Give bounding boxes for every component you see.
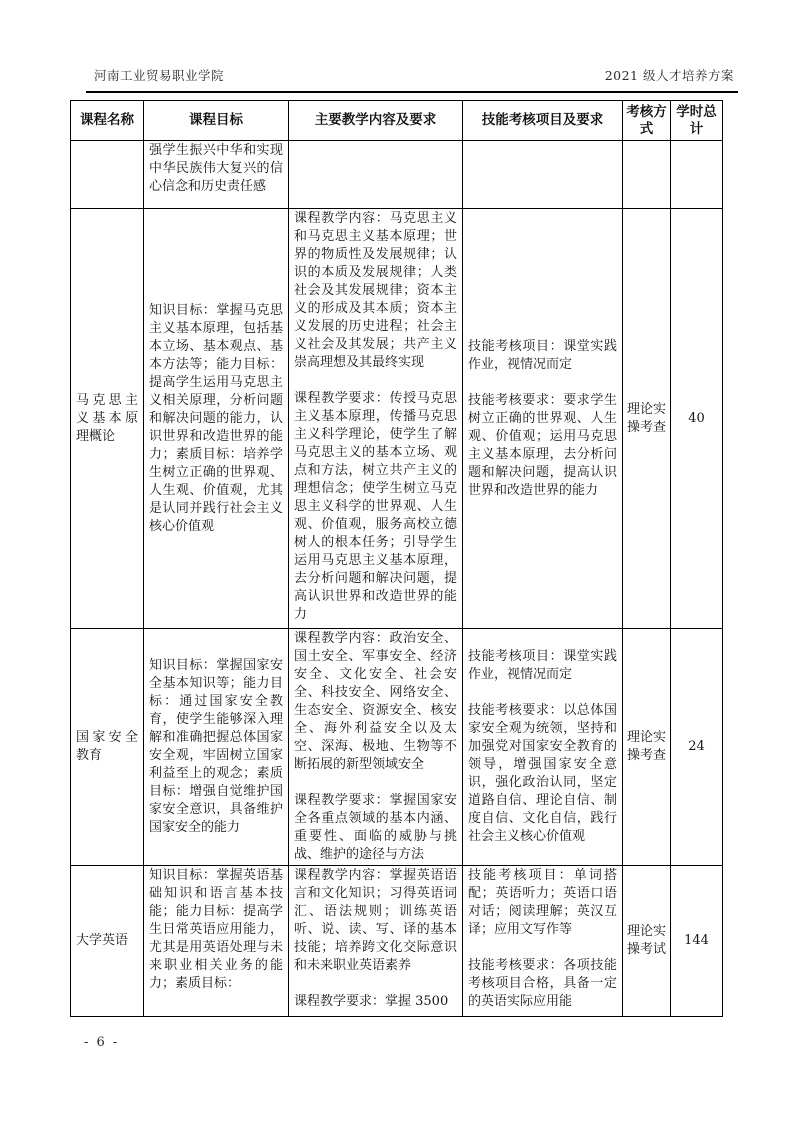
header-divider-line — [86, 91, 738, 93]
table-row-continuation — [71, 141, 723, 209]
cell-total-hours: 24 — [671, 629, 723, 866]
cell-course-name: 国家安全教育 — [71, 629, 144, 866]
skill-requirements-paragraph: 技能考核要求：要求学生树立正确的世界观、人生观、价值观；运用马克思主义基本原理，去分析问题和解决问题，提高认识世界和改造世界的能力 — [468, 392, 617, 498]
cell-course-name: 大学英语 — [71, 866, 144, 1017]
teaching-content-paragraph: 课程教学内容：掌握英语语言和文化知识；习得英语词汇、语法规则；训练英语听、说、读、写、译的基本技能；培养跨文化交际意识和未来职业英语素养 — [294, 868, 457, 973]
cell-teaching-content — [289, 866, 463, 1017]
cell-skill-assessment — [463, 209, 623, 629]
cell-skill-assessment — [463, 141, 623, 209]
cell-course-name — [71, 141, 144, 209]
table-row-national-security — [71, 629, 723, 866]
cell-course-objectives: 知识目标：掌握英语基础知识和语言基本技能；能力目标：提高学生日常英语应用能力，尤其是用英语处理与未来职业相关业务的能力；素质目标： — [144, 866, 289, 1017]
column-header-course-name: 课程名称 — [71, 101, 144, 141]
teaching-requirements-paragraph: 课程教学要求：传授马克思主义基本原理，传播马克思主义科学理论，使学生了解马克思主义的基本立场、观点和方法，树立共产主义的理想信念；使学生树立马克思主义科学的世界观、人生观、价值观，服务高校立德树人的根本任务；引导学生运用马克思主义基本原理，去分析问题和解决问题，提高认识世界和改造世界的能力 — [294, 391, 457, 622]
teaching-requirements-paragraph: 课程教学要求：掌握国家安全各重点领域的基本内涵、重要性、面临的威胁与挑战、维护的途径与方法 — [294, 793, 457, 862]
column-header-total-hours: 学时总计 — [671, 101, 723, 141]
cell-teaching-content — [289, 141, 463, 209]
cell-course-objectives: 强学生振兴中华和实现中华民族伟大复兴的信心信念和历史责任感 — [144, 141, 289, 209]
table-row-marxism — [71, 209, 723, 629]
column-header-assessment-method: 考核方式 — [623, 101, 671, 141]
table-row-college-english — [71, 866, 723, 1017]
cell-course-objectives: 知识目标：掌握国家安全基本知识等；能力目标：通过国家安全教育，使学生能够深入理解和准确把握总体国家安全观，牢固树立国家利益至上的观念；素质目标：增强自觉维护国家安全意识，具备维护国家安全的能力 — [144, 629, 289, 866]
teaching-content-paragraph: 课程教学内容：政治安全、国土安全、军事安全、经济安全、文化安全、社会安全、科技安全、网络安全、生态安全、资源安全、核安全、海外利益安全以及太空、深海、极地、生物等不断拓展的新型领域安全 — [294, 631, 457, 772]
cell-course-objectives: 知识目标：掌握马克思主义基本原理，包括基本立场、基本观点、基本方法等；能力目标：提高学生运用马克思主义相关原理，分析问题和解决问题的能力，认识世界和改造世界的能力；素质目标：培养学生树立正确的世界观、人生观、价值观，尤其是认同并践行社会主义核心价值观 — [144, 209, 289, 629]
skill-requirements-paragraph: 技能考核要求：各项技能考核项目合格，具备一定的英语实际应用能 — [468, 958, 617, 1009]
header-school-name: 河南工业贸易职业学院 — [94, 68, 225, 83]
skill-items-paragraph: 技能考核项目：课堂实践作业，视情况而定 — [468, 649, 617, 682]
page-number: - 6 - — [84, 1035, 120, 1050]
column-header-skill-assessment: 技能考核项目及要求 — [463, 101, 623, 141]
teaching-content-paragraph: 课程教学内容：马克思主义和马克思主义基本原理；世界的物质性及发展规律；认识的本质及发展规律；人类社会及其发展规律；资本主义的形成及其本质；资本主义发展的历史进程；社会主义社会及其发展；共产主义崇高理想及其最终实现 — [294, 211, 457, 370]
teaching-requirements-paragraph: 课程教学要求：掌握 3500 — [294, 994, 449, 1009]
cell-total-hours: 144 — [671, 866, 723, 1017]
header-plan-title: 2021 级人才培养方案 — [604, 68, 734, 83]
skill-items-paragraph: 技能考核项目：课堂实践作业，视情况而定 — [468, 338, 617, 372]
cell-skill-assessment — [463, 629, 623, 866]
cell-assessment-method: 理论实操考试 — [623, 866, 671, 1017]
cell-total-hours — [671, 141, 723, 209]
skill-items-paragraph: 技能考核项目：单词搭配；英语听力；英语口语对话；阅读理解；英汉互译；应用文写作等 — [468, 868, 617, 937]
cell-assessment-method: 理论实操考查 — [623, 629, 671, 866]
cell-assessment-method — [623, 141, 671, 209]
cell-skill-assessment — [463, 866, 623, 1017]
skill-requirements-paragraph: 技能考核要求：以总体国家安全观为统领，坚持和加强党对国家安全教育的领导，增强国家安全意识，强化政治认同，坚定道路自信、理论自信、制度自信、文化自信，践行社会主义核心价值观 — [468, 703, 617, 844]
column-header-course-objectives: 课程目标 — [144, 101, 289, 141]
cell-course-name: 马克思主义基本原理概论 — [71, 209, 144, 629]
cell-total-hours: 40 — [671, 209, 723, 629]
cell-teaching-content — [289, 209, 463, 629]
cell-teaching-content — [289, 629, 463, 866]
page-header — [94, 66, 734, 84]
cell-assessment-method: 理论实操考查 — [623, 209, 671, 629]
column-header-teaching-content: 主要教学内容及要求 — [289, 101, 463, 141]
table-header-row — [71, 101, 723, 141]
course-plan-table — [70, 100, 723, 1017]
